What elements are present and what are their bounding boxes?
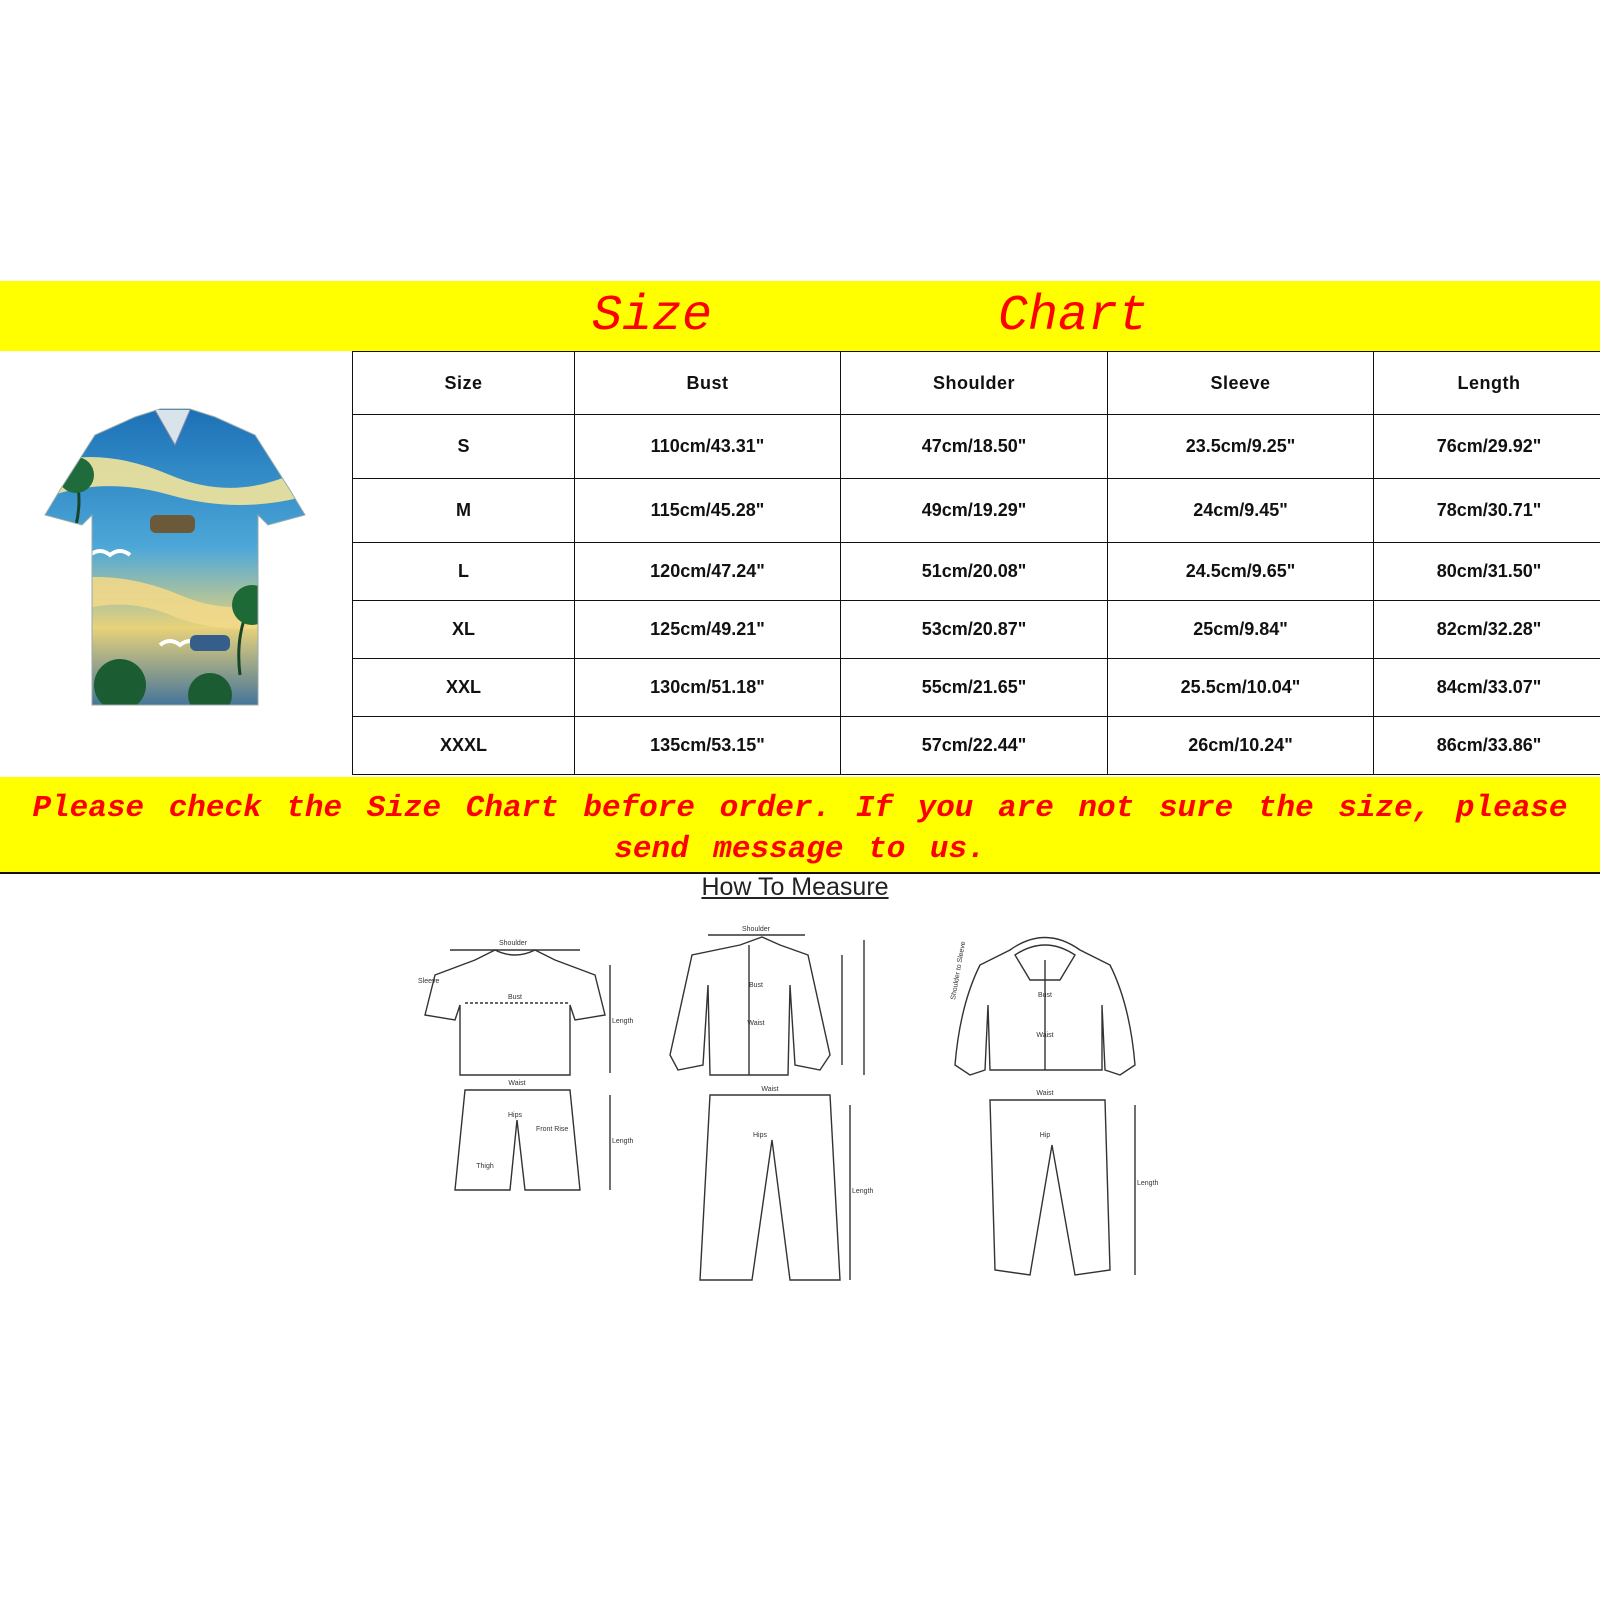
label-front-rise: Front Rise bbox=[536, 1126, 569, 1133]
table-row bbox=[353, 479, 1600, 543]
label-waist-3: Waist bbox=[761, 1086, 779, 1093]
cell-shoulder: 49cm/19.29" bbox=[841, 479, 1108, 543]
label-length-3: Length bbox=[852, 1188, 874, 1195]
cell-sleeve: 24.5cm/9.65" bbox=[1108, 543, 1374, 601]
label-waist-2: Waist bbox=[747, 1020, 765, 1027]
measurement-diagram bbox=[390, 905, 1220, 1305]
cell-sleeve: 24cm/9.45" bbox=[1108, 479, 1374, 543]
title-size: Size bbox=[592, 288, 713, 345]
label-waist-5: Waist bbox=[1036, 1090, 1054, 1097]
table-row bbox=[353, 717, 1600, 775]
cell-length: 78cm/30.71" bbox=[1374, 479, 1600, 543]
label-bust-3: Bust bbox=[1037, 992, 1053, 999]
label-length-4: Length bbox=[1137, 1180, 1159, 1187]
shirt-outline bbox=[670, 935, 864, 1075]
cell-size: XL bbox=[353, 601, 575, 659]
cell-bust: 120cm/47.24" bbox=[575, 543, 841, 601]
label-shoulder-2: Shoulder bbox=[741, 926, 771, 933]
cell-bust: 110cm/43.31" bbox=[575, 415, 841, 479]
size-chart-table bbox=[352, 351, 1600, 775]
cell-bust: 135cm/53.15" bbox=[575, 717, 841, 775]
cell-bust: 130cm/51.18" bbox=[575, 659, 841, 717]
header-size: Size bbox=[353, 352, 575, 415]
cell-length: 80cm/31.50" bbox=[1374, 543, 1600, 601]
cell-length: 82cm/32.28" bbox=[1374, 601, 1600, 659]
joggers-outline bbox=[990, 1100, 1135, 1275]
pants-outline bbox=[700, 1095, 850, 1280]
header-length: Length bbox=[1374, 352, 1600, 415]
cell-shoulder: 47cm/18.50" bbox=[841, 415, 1108, 479]
cell-shoulder: 51cm/20.08" bbox=[841, 543, 1108, 601]
cell-bust: 115cm/45.28" bbox=[575, 479, 841, 543]
table-row bbox=[353, 543, 1600, 601]
cell-shoulder: 53cm/20.87" bbox=[841, 601, 1108, 659]
title-chart: Chart bbox=[998, 288, 1149, 345]
order-note: Please check the Size Chart before order. If you are not sure the size, please send message to us. bbox=[32, 791, 1568, 867]
cell-length: 76cm/29.92" bbox=[1374, 415, 1600, 479]
label-waist-1: Waist bbox=[508, 1080, 526, 1087]
cell-size: XXL bbox=[353, 659, 575, 717]
label-thigh: Thigh bbox=[476, 1163, 494, 1170]
table-row bbox=[353, 659, 1600, 717]
label-waist-4: Waist bbox=[1036, 1032, 1054, 1039]
cell-length: 86cm/33.86" bbox=[1374, 717, 1600, 775]
title-banner bbox=[0, 281, 1600, 351]
label-hips-2: Hips bbox=[752, 1132, 768, 1139]
table-row bbox=[353, 415, 1600, 479]
cell-sleeve: 25.5cm/10.04" bbox=[1108, 659, 1374, 717]
cell-size: S bbox=[353, 415, 575, 479]
product-image bbox=[40, 405, 310, 723]
label-hip: Hip bbox=[1039, 1132, 1051, 1139]
cell-sleeve: 25cm/9.84" bbox=[1108, 601, 1374, 659]
hoodie-outline bbox=[955, 938, 1135, 1076]
table-header-row bbox=[353, 352, 1600, 415]
cell-shoulder: 55cm/21.65" bbox=[841, 659, 1108, 717]
label-bust-2: Bust bbox=[748, 982, 764, 989]
label-hips-1: Hips bbox=[507, 1112, 523, 1119]
cell-shoulder: 57cm/22.44" bbox=[841, 717, 1108, 775]
header-sleeve: Sleeve bbox=[1108, 352, 1374, 415]
tshirt-outline bbox=[425, 950, 610, 1075]
label-sleeve-1: Sleeve bbox=[418, 978, 440, 985]
how-to-measure-title: How To Measure bbox=[701, 873, 889, 901]
cell-sleeve: 26cm/10.24" bbox=[1108, 717, 1374, 775]
label-length-2: Length bbox=[612, 1138, 634, 1145]
header-bust: Bust bbox=[575, 352, 841, 415]
cell-sleeve: 23.5cm/9.25" bbox=[1108, 415, 1374, 479]
label-shoulder-to-sleeve: Shoulder to Sleeve bbox=[950, 940, 968, 1001]
cell-bust: 125cm/49.21" bbox=[575, 601, 841, 659]
header-shoulder: Shoulder bbox=[841, 352, 1108, 415]
label-length-1: Length bbox=[612, 1018, 634, 1025]
label-bust-1: Bust bbox=[507, 994, 523, 1001]
label-shoulder-1: Shoulder bbox=[498, 940, 528, 947]
shorts-outline bbox=[455, 1090, 610, 1190]
cell-length: 84cm/33.07" bbox=[1374, 659, 1600, 717]
cell-size: XXXL bbox=[353, 717, 575, 775]
table-row bbox=[353, 601, 1600, 659]
cell-size: M bbox=[353, 479, 575, 543]
cell-size: L bbox=[353, 543, 575, 601]
